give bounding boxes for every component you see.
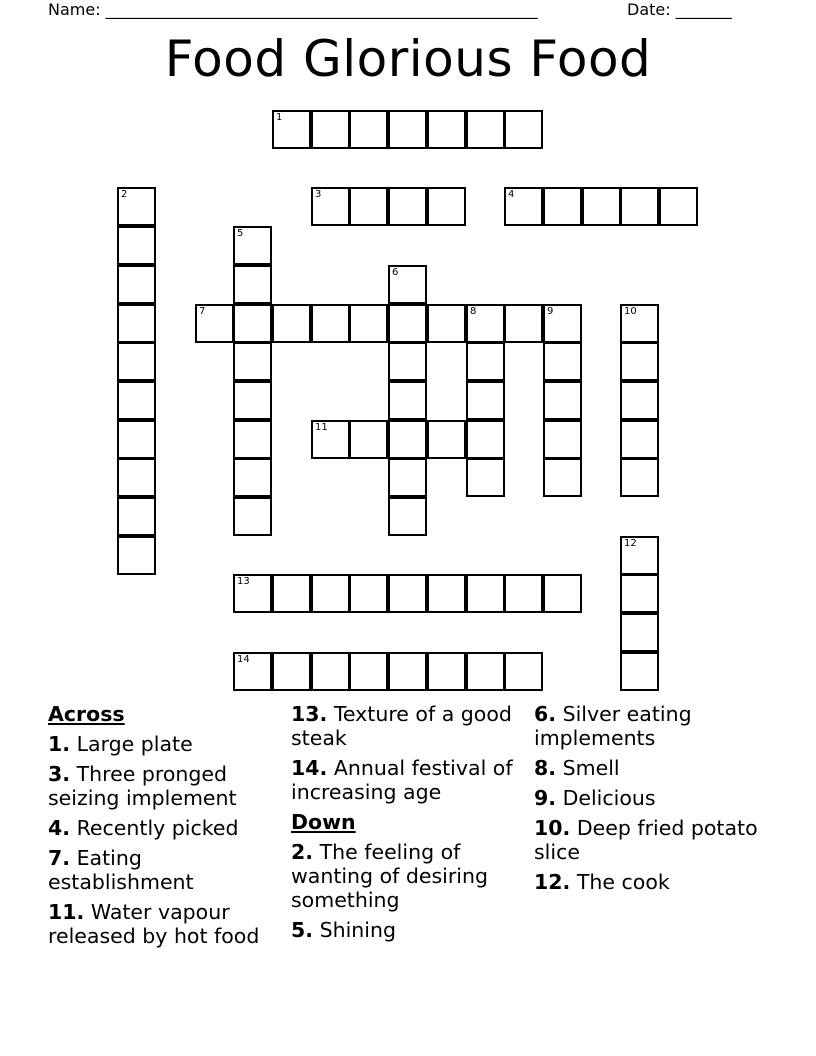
grid-cell[interactable] bbox=[620, 574, 659, 613]
grid-cell[interactable] bbox=[233, 304, 272, 343]
grid-cell[interactable] bbox=[117, 304, 156, 343]
grid-cell[interactable] bbox=[504, 652, 543, 691]
clue-across-3: 3. Three pronged seizing implement bbox=[48, 762, 237, 810]
clue-down-10: 10. Deep fried potato slice bbox=[534, 816, 758, 864]
grid-cell[interactable] bbox=[543, 574, 582, 613]
clue-across-4: 4. Recently picked bbox=[48, 816, 239, 840]
clue-down-8: 8. Smell bbox=[534, 756, 620, 780]
grid-cell[interactable] bbox=[117, 342, 156, 381]
clue-number: 8 bbox=[470, 306, 477, 317]
clues-column-2 bbox=[291, 702, 527, 948]
grid-cell[interactable] bbox=[311, 652, 350, 691]
grid-cell[interactable] bbox=[233, 652, 272, 691]
grid-cell[interactable] bbox=[427, 420, 466, 459]
clue-number: 10 bbox=[624, 306, 637, 317]
grid-cell[interactable] bbox=[311, 574, 350, 613]
clue-number: 13 bbox=[237, 576, 250, 587]
grid-cell[interactable] bbox=[543, 187, 582, 226]
grid-cell[interactable] bbox=[620, 652, 659, 691]
clue-number: 9 bbox=[547, 306, 554, 317]
grid-cell[interactable] bbox=[466, 420, 505, 459]
grid-cell[interactable] bbox=[388, 420, 427, 459]
grid-cell[interactable] bbox=[311, 187, 350, 226]
grid-cell[interactable] bbox=[427, 652, 466, 691]
grid-cell[interactable] bbox=[272, 110, 311, 149]
grid-cell[interactable] bbox=[388, 458, 427, 497]
grid-cell[interactable] bbox=[582, 187, 621, 226]
grid-cell[interactable] bbox=[388, 187, 427, 226]
clue-number: 12 bbox=[624, 538, 637, 549]
clue-number: 5 bbox=[237, 228, 244, 239]
grid-cell[interactable] bbox=[117, 381, 156, 420]
page-title: Food Glorious Food bbox=[164, 30, 652, 88]
grid-cell[interactable] bbox=[311, 420, 350, 459]
clue-number: 6 bbox=[392, 267, 399, 278]
grid-cell[interactable] bbox=[466, 110, 505, 149]
grid-cell[interactable] bbox=[388, 574, 427, 613]
date-label: Date: _______ bbox=[627, 0, 732, 19]
grid-cell[interactable] bbox=[504, 187, 543, 226]
name-label: Name: ______________________________________________________ bbox=[48, 0, 538, 19]
grid-cell[interactable] bbox=[620, 381, 659, 420]
grid-cell[interactable] bbox=[504, 304, 543, 343]
clues-column-1 bbox=[48, 702, 284, 954]
grid-cell[interactable] bbox=[466, 342, 505, 381]
grid-cell[interactable] bbox=[620, 420, 659, 459]
grid-cell[interactable] bbox=[388, 497, 427, 536]
grid-cell[interactable] bbox=[388, 342, 427, 381]
grid-cell[interactable] bbox=[117, 420, 156, 459]
grid-cell[interactable] bbox=[117, 265, 156, 304]
clue-down-9: 9. Delicious bbox=[534, 786, 656, 810]
clue-down-12: 12. The cook bbox=[534, 870, 670, 894]
clue-down-2: 2. The feeling of wanting of desiring something bbox=[291, 840, 488, 912]
grid-cell[interactable] bbox=[349, 574, 388, 613]
grid-cell[interactable] bbox=[117, 458, 156, 497]
clue-number: 7 bbox=[199, 306, 206, 317]
grid-cell[interactable] bbox=[543, 458, 582, 497]
grid-cell[interactable] bbox=[466, 574, 505, 613]
clue-down-5: 5. Shining bbox=[291, 918, 396, 942]
clue-number: 1 bbox=[276, 112, 283, 123]
grid-cell[interactable] bbox=[427, 110, 466, 149]
grid-cell[interactable] bbox=[117, 226, 156, 265]
grid-cell[interactable] bbox=[233, 420, 272, 459]
clues-column-3 bbox=[534, 702, 770, 900]
grid-cell[interactable] bbox=[388, 652, 427, 691]
grid-cell[interactable] bbox=[233, 342, 272, 381]
clue-across-7: 7. Eating establishment bbox=[48, 846, 194, 894]
grid-cell[interactable] bbox=[195, 304, 234, 343]
grid-cell[interactable] bbox=[620, 613, 659, 652]
clue-across-13: 13. Texture of a good steak bbox=[291, 702, 512, 750]
grid-cell[interactable] bbox=[427, 574, 466, 613]
clue-across-1: 1. Large plate bbox=[48, 732, 193, 756]
grid-cell[interactable] bbox=[233, 458, 272, 497]
clue-across-11: 11. Water vapour released by hot food bbox=[48, 900, 260, 948]
grid-cell[interactable] bbox=[117, 497, 156, 536]
grid-cell[interactable] bbox=[233, 574, 272, 613]
grid-cell[interactable] bbox=[427, 304, 466, 343]
grid-cell[interactable] bbox=[466, 381, 505, 420]
grid-cell[interactable] bbox=[117, 536, 156, 575]
grid-cell[interactable] bbox=[272, 574, 311, 613]
clue-down-6: 6. Silver eating implements bbox=[534, 702, 692, 750]
grid-cell[interactable] bbox=[349, 652, 388, 691]
grid-cell[interactable] bbox=[620, 458, 659, 497]
down-heading: Down bbox=[291, 810, 356, 834]
across-heading: Across bbox=[48, 702, 125, 726]
grid-cell[interactable] bbox=[388, 381, 427, 420]
clue-across-14: 14. Annual festival of increasing age bbox=[291, 756, 513, 804]
grid-cell[interactable] bbox=[466, 458, 505, 497]
grid-cell[interactable] bbox=[349, 187, 388, 226]
grid-cell[interactable] bbox=[427, 187, 466, 226]
grid-cell[interactable] bbox=[620, 536, 659, 575]
grid-cell[interactable] bbox=[543, 381, 582, 420]
grid-cell[interactable] bbox=[272, 304, 311, 343]
grid-cell[interactable] bbox=[388, 265, 427, 304]
clue-number: 4 bbox=[508, 189, 515, 200]
grid-cell[interactable] bbox=[388, 304, 427, 343]
grid-cell[interactable] bbox=[311, 110, 350, 149]
grid-cell[interactable] bbox=[659, 187, 698, 226]
grid-cell[interactable] bbox=[466, 652, 505, 691]
grid-cell[interactable] bbox=[311, 304, 350, 343]
grid-cell[interactable] bbox=[466, 304, 505, 343]
grid-cell[interactable] bbox=[504, 110, 543, 149]
grid-cell[interactable] bbox=[233, 265, 272, 304]
grid-cell[interactable] bbox=[620, 187, 659, 226]
grid-cell[interactable] bbox=[504, 574, 543, 613]
grid-cell[interactable] bbox=[388, 110, 427, 149]
grid-cell[interactable] bbox=[543, 420, 582, 459]
clue-number: 14 bbox=[237, 654, 250, 665]
clue-number: 2 bbox=[121, 189, 128, 200]
grid-cell[interactable] bbox=[620, 342, 659, 381]
grid-cell[interactable] bbox=[272, 652, 311, 691]
clue-number: 11 bbox=[315, 422, 328, 433]
grid-cell[interactable] bbox=[349, 110, 388, 149]
grid-cell[interactable] bbox=[349, 420, 388, 459]
grid-cell[interactable] bbox=[620, 304, 659, 343]
grid-cell[interactable] bbox=[349, 304, 388, 343]
grid-cell[interactable] bbox=[543, 342, 582, 381]
grid-cell[interactable] bbox=[233, 226, 272, 265]
grid-cell[interactable] bbox=[233, 497, 272, 536]
grid-cell[interactable] bbox=[543, 304, 582, 343]
grid-cell[interactable] bbox=[117, 187, 156, 226]
clue-number: 3 bbox=[315, 189, 322, 200]
grid-cell[interactable] bbox=[233, 381, 272, 420]
